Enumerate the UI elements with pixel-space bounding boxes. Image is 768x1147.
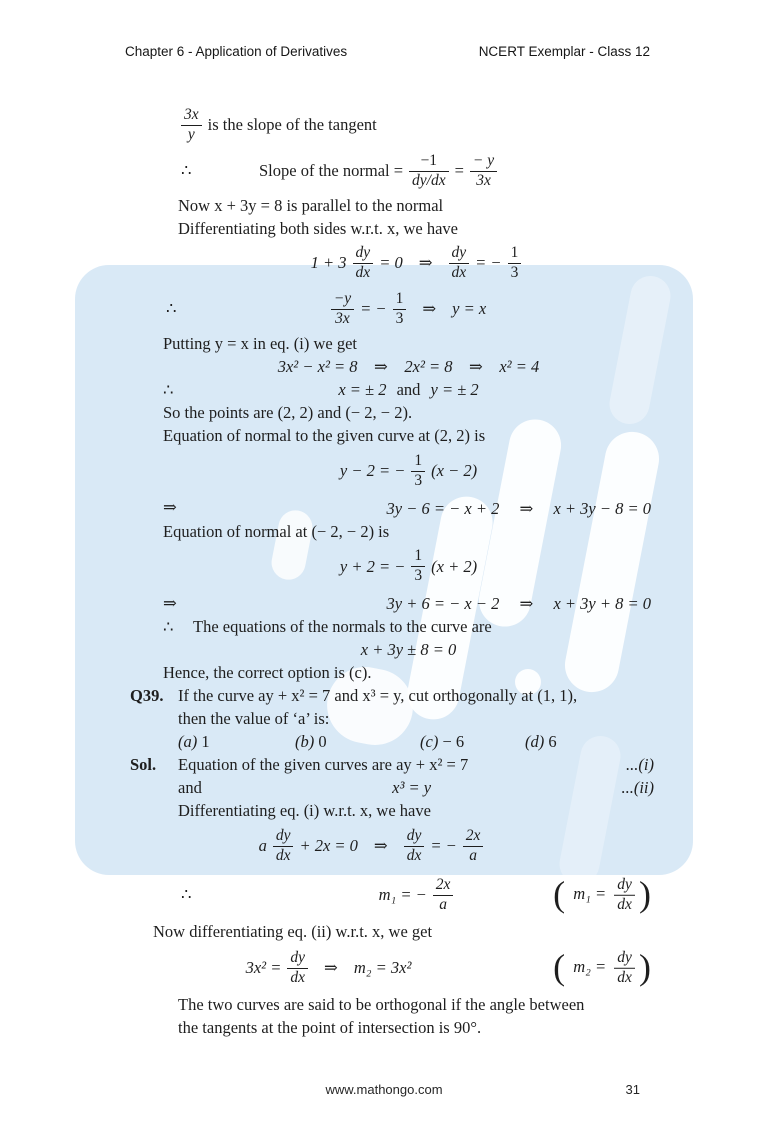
eq-term: a [258, 836, 267, 856]
page-header [125, 44, 650, 59]
denominator: 3x [335, 309, 350, 327]
fraction [393, 291, 407, 327]
line-eq7 [163, 543, 654, 591]
fraction [287, 950, 308, 986]
website-url: www.mathongo.com [325, 1082, 443, 1097]
eq-tag-i: ...(i) [626, 755, 654, 775]
question-body [178, 684, 577, 730]
sol-line-given [178, 753, 654, 776]
eq-term: (x + 2) [431, 556, 478, 576]
fraction [614, 950, 635, 986]
eq-term: and [396, 380, 421, 399]
line-ortho-1: The two curves are said to be orthogonal if the angle between [178, 995, 585, 1015]
denominator: a [469, 846, 477, 864]
eq-term: x + 3y + 8 = 0 [553, 594, 651, 614]
implies-arrow: ⇒ [418, 253, 433, 272]
numerator: −y [331, 291, 354, 310]
fraction [614, 877, 635, 913]
denominator: a [439, 895, 447, 913]
option-b [295, 730, 420, 753]
fraction [411, 453, 425, 489]
line-normals-text [163, 615, 654, 638]
right-paren: ) [639, 873, 651, 914]
denominator: dx [451, 263, 467, 281]
spacer [468, 753, 626, 776]
solution-content [130, 102, 654, 1039]
denominator: dy/dx [412, 171, 446, 189]
fraction [409, 153, 449, 189]
line-diff-both: Differentiating both sides w.r.t. x, we have [178, 219, 458, 238]
fraction [463, 828, 484, 864]
option-letter: (d) [525, 732, 545, 752]
option-c [420, 730, 525, 753]
line-putting: Putting y = x in eq. (i) we get [163, 334, 357, 353]
denominator: dx [275, 846, 291, 864]
eq-term: = − [360, 299, 387, 318]
eq-term: y = x [452, 299, 487, 318]
page-number: 31 [625, 1082, 640, 1097]
line-normal-at-22: Equation of normal to the given curve at (2, 2) is [163, 426, 486, 445]
denominator: dx [617, 895, 632, 913]
eq-term: m₂ = [573, 957, 607, 977]
normals-text: The equations of the normals to the curve are [193, 617, 492, 637]
fraction [404, 828, 425, 864]
eq-term: = − [430, 836, 457, 856]
line-eq1 [178, 240, 654, 286]
eq-x3-y: x³ = y [392, 778, 432, 798]
denominator: dx [406, 846, 422, 864]
eq-term: y = ± 2 [430, 380, 479, 399]
question-line1: If the curve ay + x² = 7 and x³ = y, cut orthogonally at (1, 1), [178, 686, 578, 706]
line-diff-i: Differentiating eq. (i) w.r.t. x, we have [178, 801, 431, 821]
solution-body [178, 753, 654, 799]
option-letter: (c) [420, 732, 439, 752]
line-sol-eq1 [178, 822, 654, 870]
therefore-symbol: ∴ [166, 299, 177, 318]
denominator: dx [617, 968, 632, 986]
and-word: and [178, 778, 202, 798]
numerator: dy [353, 245, 374, 264]
eq-term: m₁ = [573, 884, 607, 904]
book-title: NCERT Exemplar - Class 12 [478, 44, 650, 59]
option-d [525, 730, 557, 753]
option-letter: (a) [178, 732, 198, 752]
therefore-symbol: ∴ [181, 885, 192, 905]
numerator: dy [449, 245, 470, 264]
line-slope-normal [178, 148, 654, 194]
question-number: Q39. [130, 686, 164, 706]
eq-term: m₂ = 3x² [353, 958, 412, 978]
eq-term: x + 3y − 8 = 0 [553, 498, 651, 518]
eq-term: x = ± 2 [338, 380, 387, 399]
slope-tangent-text: is the slope of the tangent [207, 115, 377, 134]
fraction [331, 291, 354, 327]
numerator: 2x [463, 828, 484, 847]
fraction [181, 107, 202, 143]
numerator: 1 [393, 291, 407, 310]
eq8-right [163, 591, 654, 616]
eq-term: + 2x = 0 [299, 836, 358, 856]
line-sol-eq2 [178, 870, 654, 920]
numerator: 3x [181, 107, 202, 126]
solution-39 [130, 753, 654, 799]
numerator: dy [273, 828, 294, 847]
option-a [178, 730, 295, 753]
denominator: dx [290, 968, 306, 986]
equals-sign: = [454, 161, 464, 180]
side-note-m1 [553, 873, 651, 914]
denominator: y [187, 125, 195, 143]
line-sol-eq3 [178, 943, 654, 993]
line-hence: Hence, the correct option is (c). [163, 663, 372, 683]
numerator: −1 [409, 153, 449, 172]
page-footer [0, 1082, 768, 1102]
implies-arrow: ⇒ [422, 299, 437, 318]
given-curves-text: Equation of the given curves are ay + x² = 7 [178, 755, 469, 775]
numerator: dy [404, 828, 425, 847]
line-eq6 [163, 495, 654, 520]
numerator: − y [470, 153, 497, 172]
denominator: 3 [414, 567, 423, 585]
sol-line-and [178, 776, 654, 799]
eq-term: = 0 [379, 253, 403, 272]
eq-term: 3y − 6 = − x + 2 [386, 498, 500, 518]
denominator: 3x [476, 171, 491, 189]
line-eq9: x + 3y ± 8 = 0 [360, 640, 457, 660]
numerator: dy [614, 877, 635, 896]
right-paren: ) [639, 946, 651, 987]
denominator: dx [355, 263, 371, 281]
fraction [411, 548, 425, 584]
denominator: 3 [414, 471, 423, 489]
chapter-title: Chapter 6 - Application of Derivatives [125, 44, 348, 59]
line-points: So the points are (2, 2) and (− 2, − 2). [163, 403, 413, 422]
numerator: dy [287, 950, 308, 969]
option-value: 6 [548, 732, 557, 752]
option-value: − 6 [442, 732, 465, 752]
implies-arrow: ⇒ [163, 497, 177, 517]
eq4-center [163, 378, 654, 401]
eq-term: y + 2 = − [339, 556, 406, 576]
eq-term: y − 2 = − [339, 461, 406, 480]
numerator: 1 [411, 453, 425, 472]
eq-tag-ii: ...(ii) [621, 778, 654, 798]
denominator: 3 [395, 309, 404, 327]
line-eq5 [163, 447, 654, 495]
fraction [508, 245, 522, 281]
slope-normal-label: Slope of the normal = [259, 161, 404, 180]
implies-arrow: ⇒ [373, 836, 388, 856]
implies-arrow: ⇒ [163, 593, 177, 613]
side-note-m2 [553, 946, 651, 987]
line-ortho-2: the tangents at the point of intersection is 90°. [178, 1018, 482, 1038]
fraction [353, 245, 374, 281]
line-eq4 [163, 378, 654, 401]
option-value: 1 [201, 732, 210, 752]
solution-label: Sol. [130, 755, 157, 775]
eq-term: 1 + 3 [310, 253, 347, 272]
left-paren: ( [553, 946, 566, 987]
eq-term: 3x² = [245, 958, 282, 978]
implies-arrow: ⇒ [519, 498, 534, 518]
numerator: dy [614, 950, 635, 969]
line-normal-at-m22: Equation of normal at (− 2, − 2) is [163, 521, 390, 541]
line-eq2 [163, 286, 654, 332]
eq6-right [163, 495, 654, 520]
option-value: 0 [318, 732, 327, 752]
fraction [433, 877, 454, 913]
question-line2: then the value of ‘a’ is: [178, 709, 330, 729]
line-parallel: Now x + 3y = 8 is parallel to the normal [178, 196, 444, 215]
options-row [178, 730, 654, 753]
eq-term: m₁ = − [378, 885, 427, 905]
line-slope-tangent [178, 102, 654, 148]
line-eq3: 3x² − x² = 8 ⇒ 2x² = 8 ⇒ x² = 4 [277, 357, 540, 376]
fraction [449, 245, 470, 281]
line-diff-ii: Now differentiating eq. (ii) w.r.t. x, we get [153, 922, 433, 942]
therefore-symbol: ∴ [163, 380, 174, 399]
implies-arrow: ⇒ [519, 594, 534, 614]
fraction [273, 828, 294, 864]
fraction [470, 153, 497, 189]
numerator: 1 [508, 245, 522, 264]
eq-term: (x − 2) [431, 461, 478, 480]
line-eq8 [163, 591, 654, 616]
implies-arrow: ⇒ [324, 958, 338, 978]
eq-term: 3y + 6 = − x − 2 [386, 594, 500, 614]
therefore-symbol: ∴ [163, 617, 174, 637]
option-letter: (b) [295, 732, 315, 752]
eq-term: = − [475, 253, 502, 272]
numerator: 1 [411, 548, 425, 567]
denominator: 3 [510, 263, 519, 281]
therefore-symbol: ∴ [181, 161, 192, 180]
left-paren: ( [553, 873, 566, 914]
question-39 [130, 684, 654, 730]
numerator: 2x [433, 877, 454, 896]
